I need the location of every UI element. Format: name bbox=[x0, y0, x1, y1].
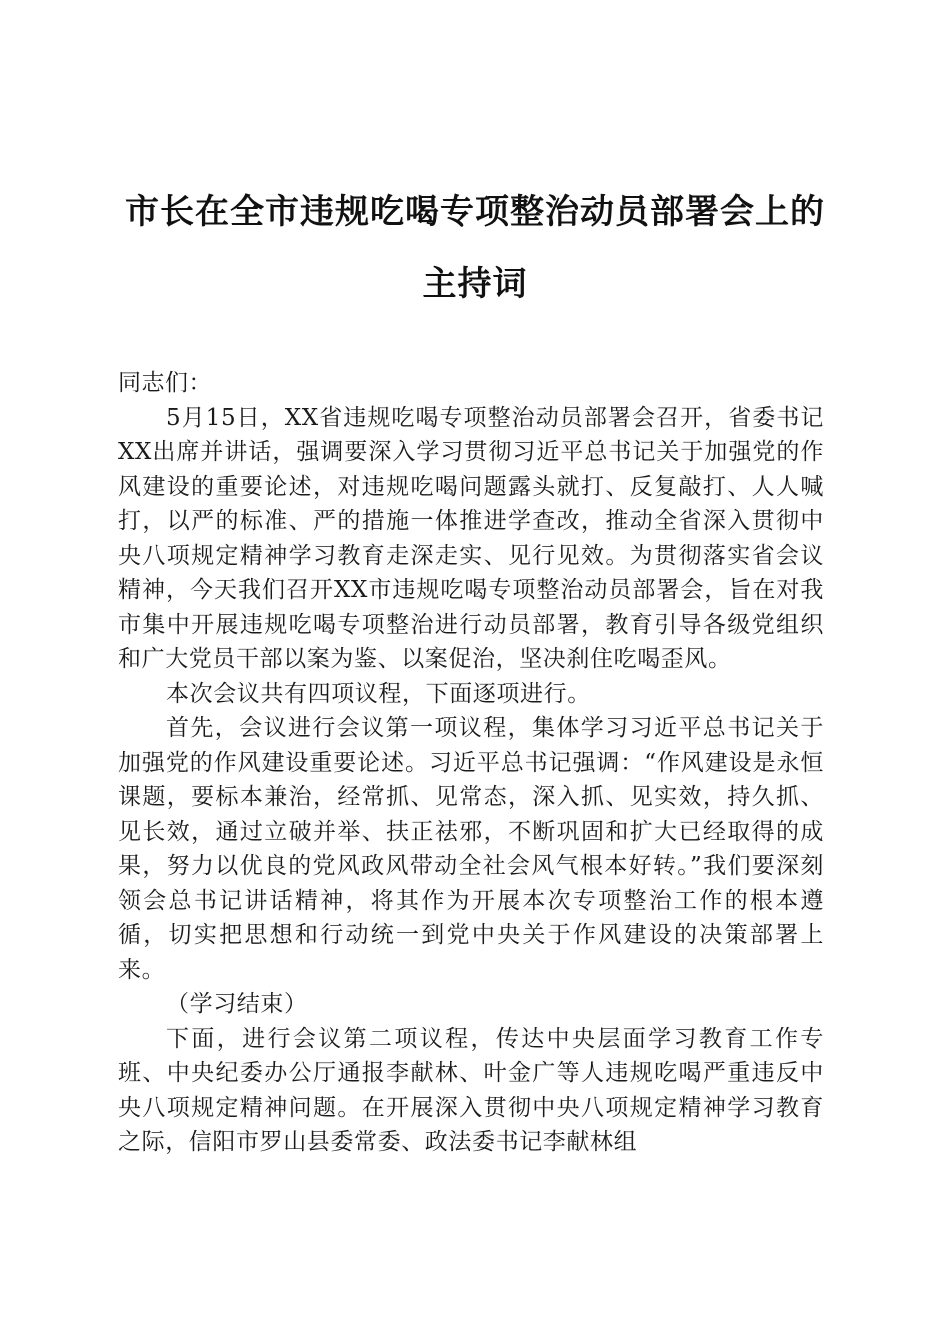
paragraph-opening: 5月15日，XX省违规吃喝专项整治动员部署会召开，省委书记XX出席并讲话，强调要深入学习贯彻习近平总书记关于加强党的作风建设的重要论述，对违规吃喝问题露头就打、反复敲打、人人喊打，以严的标准、严的措施一体推进学查改，推动全省深入贯彻中央八项规定精神学习教育走深走实、见行见效。为贯彻落实省会议精神，今天我们召开XX市违规吃喝专项整治动员部署会，旨在对我市集中开展违规吃喝专项整治进行动员部署，教育引导各级党组织和广大党员干部以案为鉴、以案促治，坚决刹住吃喝歪风。 bbox=[118, 404, 824, 672]
title-line-2: 主持词 bbox=[422, 264, 528, 304]
paragraph-study-end: （学习结束） bbox=[166, 991, 308, 1017]
paragraph-agenda: 本次会议共有四项议程，下面逐项进行。 bbox=[166, 680, 591, 707]
salutation: 同志们： bbox=[118, 370, 212, 396]
document-body bbox=[118, 366, 824, 1160]
paragraph-first-item: 首先，会议进行会议第一项议程，集体学习习近平总书记关于加强党的作风建设重要论述。习近平总书记强调：“作风建设是永恒课题，要标本兼治，经常抓、见常态，深入抓、见实效，持久抓、见长效，通过立破并举、扶正祛邪，不断巩固和扩大已经取得的成果，努力以优良的党风政风带动全社会风气根本好转。”我们要深刻领会总书记讲话精神，将其作为开展本次专项整治工作的根本遵循，切实把思想和行动统一到党中央关于作风建设的决策部署上来。 bbox=[118, 715, 824, 983]
document-title bbox=[80, 192, 870, 304]
title-line-1: 市长在全市违规吃喝专项整治动员部署会上的 bbox=[125, 192, 825, 232]
paragraph-second-item: 下面，进行会议第二项议程，传达中央层面学习教育工作专班、中央纪委办公厅通报李献林、叶金广等人违规吃喝严重违反中央八项规定精神问题。在开展深入贯彻中央八项规定精神学习教育之际，信阳市罗山县委常委、政法委书记李献林组 bbox=[118, 1025, 824, 1155]
